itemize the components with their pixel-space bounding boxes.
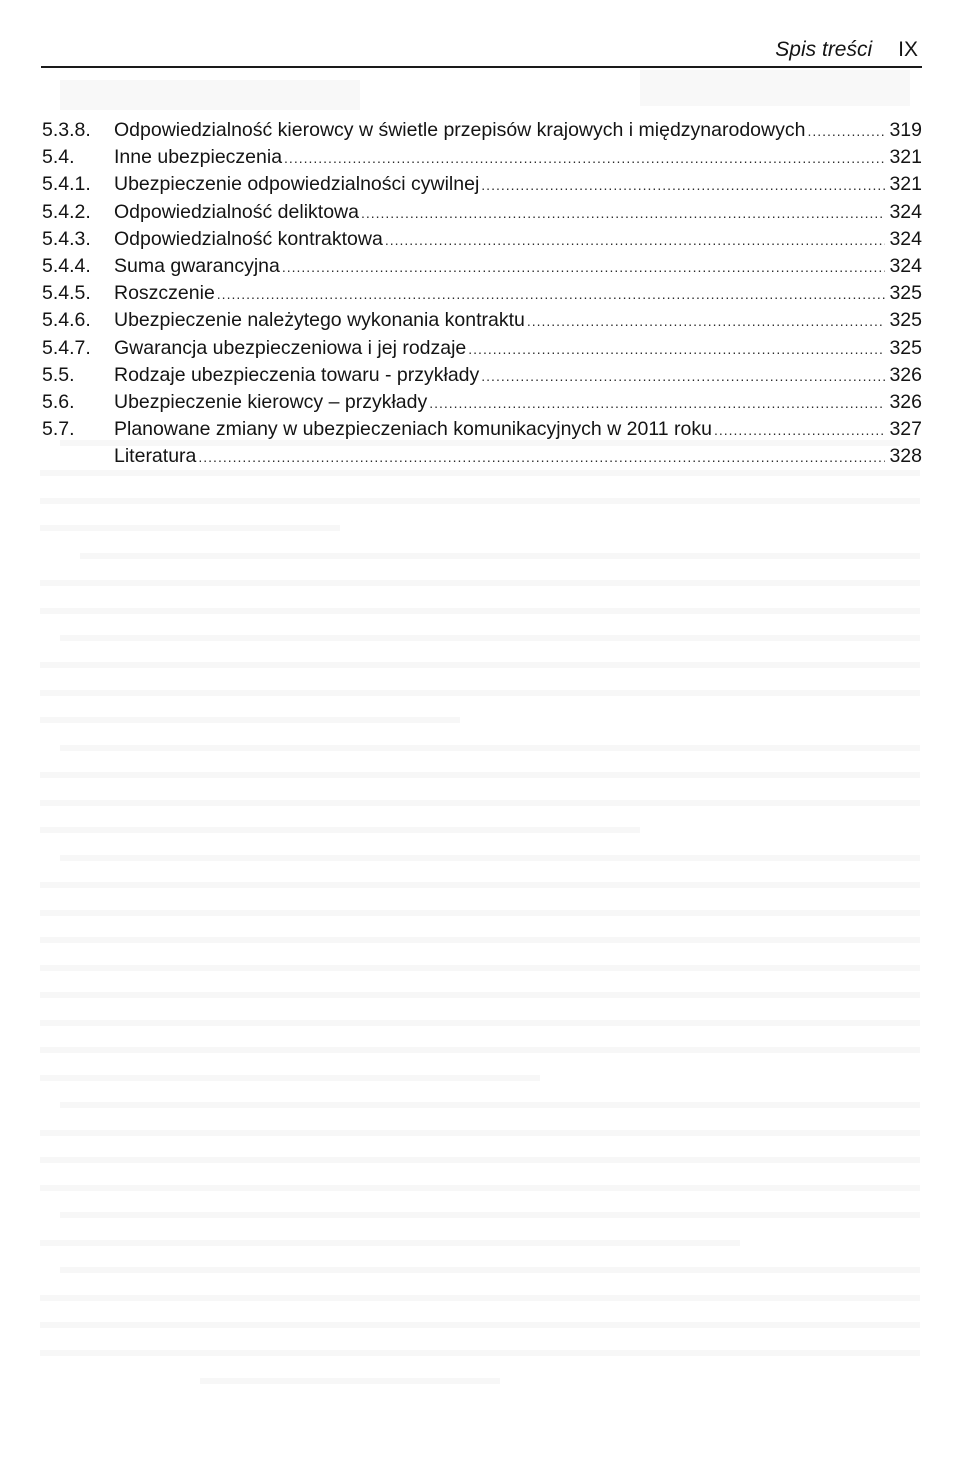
- running-header-title: Spis treści: [775, 38, 873, 61]
- toc-entry-number: 5.3.8.: [42, 119, 91, 141]
- toc-entry-title: Roszczenie: [114, 282, 215, 305]
- toc-entry-page: 325: [889, 336, 922, 359]
- toc-entry-title: Ubezpieczenie kierowcy – przykłady: [114, 390, 428, 413]
- toc-leader-dots: [284, 145, 885, 172]
- toc-leader-dots: [481, 363, 885, 390]
- toc-entry-title: Planowane zmiany w ubezpieczeniach komunikacyjnych w 2011 roku: [114, 418, 712, 441]
- page-number: IX: [898, 38, 918, 61]
- toc-entry[interactable]: [42, 253, 922, 280]
- toc-leader-dots: [807, 118, 885, 145]
- toc-entry-number: 5.6.: [42, 390, 75, 413]
- toc-leader-dots: [217, 281, 885, 308]
- toc-entry-page: 321: [889, 173, 922, 196]
- toc-entry[interactable]: [42, 171, 922, 198]
- toc-entry-page: 325: [889, 309, 922, 332]
- toc-entry-title: Ubezpieczenie należytego wykonania kontraktu: [114, 309, 525, 332]
- toc-entry-page: 324: [889, 227, 922, 250]
- toc-entry[interactable]: [42, 144, 922, 171]
- running-header: [775, 30, 918, 62]
- toc-leader-dots: [385, 227, 885, 254]
- toc-entry-page: 325: [889, 282, 922, 305]
- toc-entry[interactable]: [42, 117, 922, 144]
- toc-entry-number: 5.5.: [42, 363, 75, 386]
- toc-leader-dots: [198, 444, 885, 471]
- toc-entry[interactable]: [42, 416, 922, 443]
- toc-leader-dots: [714, 417, 885, 444]
- toc-entry-title: Odpowiedzialność deliktowa: [114, 200, 359, 223]
- toc-entry-title: Gwarancja ubezpieczeniowa i jej rodzaje: [114, 336, 467, 359]
- toc-leader-dots: [429, 390, 885, 417]
- toc-entry[interactable]: [42, 362, 922, 389]
- toc-entry-page: 324: [889, 200, 922, 223]
- toc-entry-page: 326: [889, 390, 922, 413]
- toc-entry-number: 5.4.4.: [42, 254, 91, 277]
- toc-leader-dots: [361, 200, 885, 227]
- toc-entry-page: 324: [889, 254, 922, 277]
- header-rule: [41, 66, 922, 68]
- toc-entry[interactable]: [42, 199, 922, 226]
- toc-entry-title: Literatura: [114, 445, 197, 468]
- toc-entry-title: Suma gwarancyjna: [114, 254, 280, 277]
- toc-entry-number: 5.7.: [42, 418, 75, 441]
- toc-leader-dots: [282, 254, 885, 281]
- toc-entry[interactable]: [42, 443, 922, 470]
- toc-entry-title: Odpowiedzialność kierowcy w świetle przepisów krajowych i międzynarodowych: [114, 119, 806, 141]
- toc-entry-title: Odpowiedzialność kontraktowa: [114, 227, 383, 250]
- toc-entry[interactable]: [42, 389, 922, 416]
- toc-leader-dots: [481, 172, 885, 199]
- toc-entry-page: 326: [889, 363, 922, 386]
- toc-entry-title: Rodzaje ubezpieczenia towaru - przykłady: [114, 363, 480, 386]
- toc-entry-number: 5.4.5.: [42, 282, 91, 305]
- toc-entry-number: 5.4.3.: [42, 227, 91, 250]
- toc-entry-page: 327: [889, 418, 922, 441]
- toc-entry-title: Inne ubezpieczenia: [114, 146, 283, 169]
- toc-entry-page: 319: [889, 119, 922, 141]
- toc-entry-number: 5.4.2.: [42, 200, 91, 223]
- toc-entry-number: 5.4.7.: [42, 336, 91, 359]
- toc-entry[interactable]: [42, 226, 922, 253]
- toc-entry-page: 328: [889, 445, 922, 468]
- table-of-contents: [42, 117, 922, 470]
- toc-leader-dots: [527, 308, 885, 335]
- toc-entry-page: 321: [889, 146, 922, 169]
- toc-entry[interactable]: [42, 280, 922, 307]
- toc-entry-number: 5.4.: [42, 146, 75, 169]
- toc-leader-dots: [468, 336, 885, 363]
- toc-entry[interactable]: [42, 307, 922, 334]
- toc-entry-title: Ubezpieczenie odpowiedzialności cywilnej: [114, 173, 480, 196]
- toc-entry[interactable]: [42, 335, 922, 362]
- toc-entry-number: 5.4.6.: [42, 309, 91, 332]
- toc-entry-number: 5.4.1.: [42, 173, 91, 196]
